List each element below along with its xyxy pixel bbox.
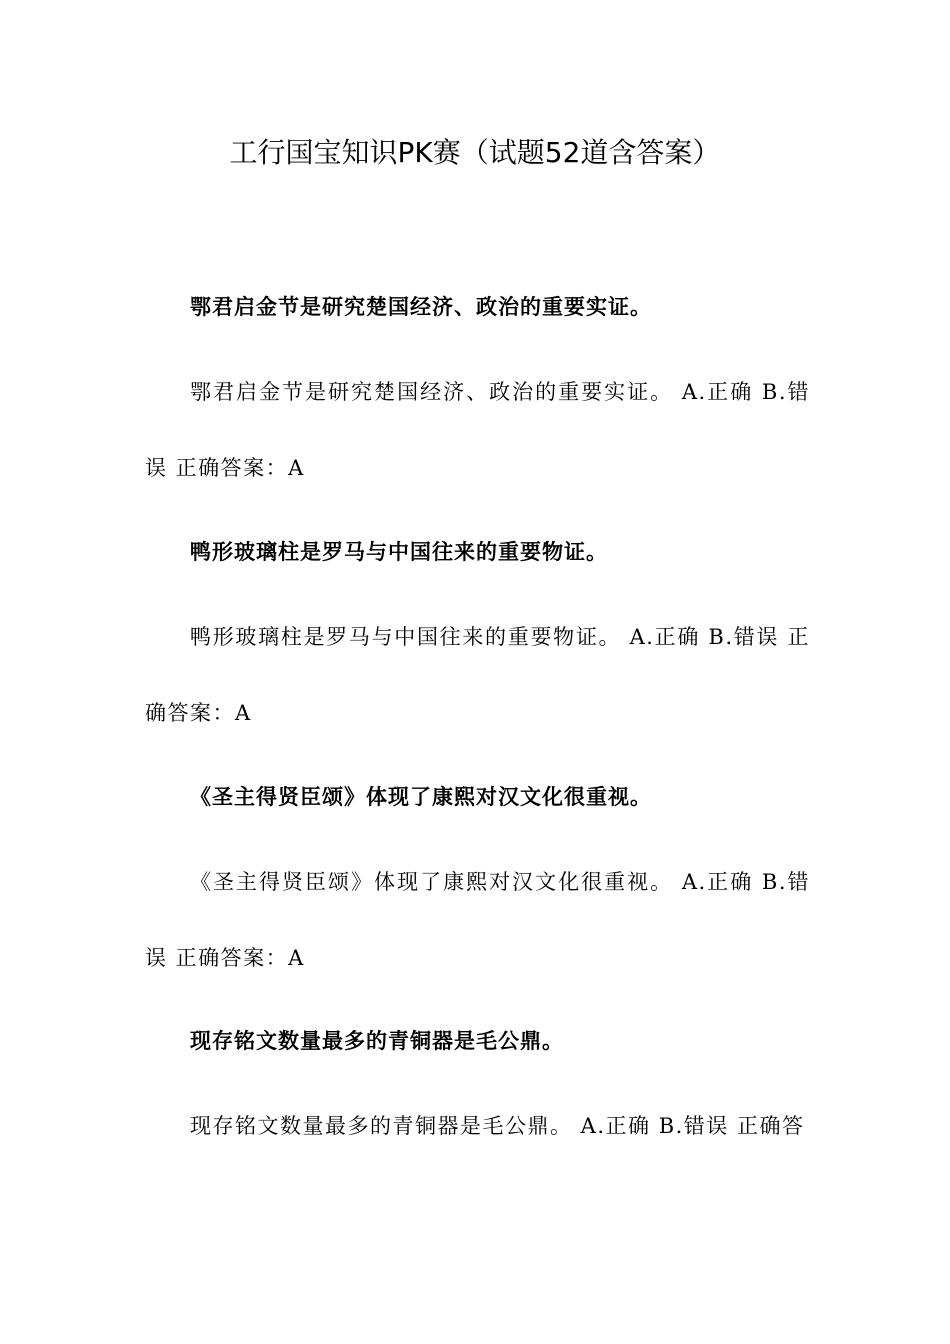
question-body-2: 鸭形玻璃柱是罗马与中国往来的重要物证。 A.正确 B.错误 正确答案：A	[145, 625, 810, 725]
question-heading-3: 《圣主得贤臣颂》体现了康熙对汉文化很重视。	[190, 785, 652, 809]
question-body-1: 鄂君启金节是研究楚国经济、政治的重要实证。 A.正确 B.错误 正确答案：A	[145, 380, 810, 480]
question-heading-4: 现存铭文数量最多的青铜器是毛公鼎。	[190, 1029, 564, 1053]
question-body-3: 《圣主得贤臣颂》体现了康熙对汉文化很重视。 A.正确 B.错误 正确答案：A	[145, 870, 810, 970]
question-body-4: 现存铭文数量最多的青铜器是毛公鼎。 A.正确 B.错误 正确答	[190, 1114, 805, 1138]
document-title: 工行国宝知识PK赛（试题52道含答案）	[229, 136, 721, 169]
question-heading-1: 鄂君启金节是研究楚国经济、政治的重要实证。	[190, 295, 652, 319]
question-heading-2: 鸭形玻璃柱是罗马与中国往来的重要物证。	[190, 540, 608, 564]
